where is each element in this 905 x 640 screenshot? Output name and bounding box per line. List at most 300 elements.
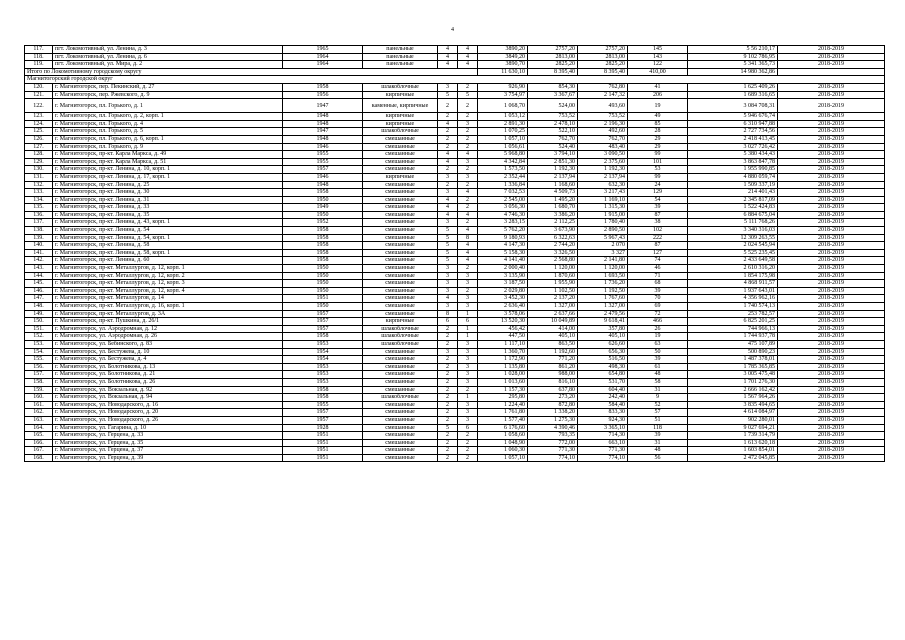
wall-material-cell: смешанные [363,447,438,455]
residents-cell: 71 [628,272,688,280]
floors-cell: 3 [438,83,458,91]
cost-cell: 1 522 424,83 [688,204,778,212]
period-cell: 2018-2019 [778,128,885,136]
table-row [25,234,885,242]
floors-cell: 5 [438,91,458,99]
total-area-cell: 3 452,30 [478,295,528,303]
floors-cell: 2 [438,356,458,364]
residents-cell: 87 [628,211,688,219]
living-area-cell: 3 326,50 [528,249,578,257]
owned-area-cell: 771,30 [578,447,628,455]
residents-cell: 29 [628,135,688,143]
table-row [25,249,885,257]
row-number: 117. [25,46,53,54]
owned-area-cell: 833,30 [578,409,628,417]
living-area-cell: 2 137,94 [528,173,578,181]
owned-area-cell: 626,60 [578,340,628,348]
entrances-cell: 2 [458,287,478,295]
period-cell: 2018-2019 [778,257,885,265]
total-area-cell: 1 048,90 [478,439,528,447]
year-cell: 1928 [283,424,363,432]
residents-cell: 99 [628,173,688,181]
cost-cell: 6 825 201,25 [688,318,778,326]
total-area-cell: 1 117,10 [478,340,528,348]
entrances-cell: 3 [458,356,478,364]
address-cell: г. Магнитогорск, ул. Герцена, д. 33 [53,432,283,440]
row-number: 159. [25,386,53,394]
cost-cell: 4 880 059,74 [688,173,778,181]
total-area-cell: 5 158,30 [478,249,528,257]
living-area-cell: 1 338,20 [528,409,578,417]
period-cell: 2018-2019 [778,303,885,311]
address-cell: г. Магнитогорск, ул. Новодарского, д. 20 [53,409,283,417]
owned-area-cell: 632,30 [578,181,628,189]
entrances-cell: 2 [458,83,478,91]
year-cell: 1955 [283,151,363,159]
residents-cell: 410,00 [628,68,688,76]
entrances-cell: 3 [458,378,478,386]
cost-cell: 3 005 475,48 [688,371,778,379]
table-row [25,454,885,462]
floors-cell: 2 [438,416,458,424]
row-number: 123. [25,113,53,121]
table-row [25,325,885,333]
period-cell: 2018-2019 [778,143,885,151]
cost-cell: 253 782,57 [688,310,778,318]
floors-cell: 3 [438,173,458,181]
cost-cell: 5 341 365,73 [688,61,778,69]
owned-area-cell: 656,30 [578,348,628,356]
residents-cell: 49 [628,113,688,121]
address-cell: г. Магнитогорск, пр-кт. Металлургов, д. 16, корп. 1 [53,303,283,311]
address-cell: г. Магнитогорск, ул. Вокзальная, д. 94 [53,394,283,402]
living-area-cell: 10 049,89 [528,318,578,326]
wall-material-cell: смешанные [363,303,438,311]
total-area-cell: 295,80 [478,394,528,402]
residents-cell: 48 [628,447,688,455]
table-row [25,242,885,250]
address-cell: г. Магнитогорск, ул. Болотникова, д. 21 [53,371,283,379]
row-number: 163. [25,416,53,424]
owned-area-cell: 3 327 [578,249,628,257]
address-cell: г. Магнитогорск, пр-кт. Металлургов, д. 3А [53,310,283,318]
floors-cell: 4 [438,211,458,219]
address-cell: г. Магнитогорск, ул. Болотникова, д. 26 [53,378,283,386]
owned-area-cell: 714,30 [578,432,628,440]
table-row [25,409,885,417]
year-cell: 1950 [283,280,363,288]
owned-area-cell: 1 693,50 [578,272,628,280]
floors-cell: 2 [438,135,458,143]
floors-cell: 3 [438,219,458,227]
cost-cell: 1 955 990,85 [688,166,778,174]
owned-area-cell: 1 192,50 [578,287,628,295]
year-cell: 1948 [283,113,363,121]
entrances-cell: 2 [458,166,478,174]
row-number: 138. [25,227,53,235]
wall-material-cell: смешанные [363,287,438,295]
cost-cell: 2 610 316,20 [688,265,778,273]
period-cell: 2018-2019 [778,287,885,295]
total-area-cell: 447,50 [478,333,528,341]
living-area-cell: 1 120,00 [528,265,578,273]
cost-cell: 2 666 162,42 [688,386,778,394]
living-area-cell: 522,10 [528,128,578,136]
wall-material-cell: смешанные [363,219,438,227]
residents-cell: 63 [628,340,688,348]
total-area-cell: 456,42 [478,325,528,333]
entrances-cell: 3 [458,173,478,181]
total-area-cell: 2 029,80 [478,287,528,295]
year-cell: 1958 [283,386,363,394]
cost-cell: 1 785 365,85 [688,363,778,371]
wall-material-cell: смешанные [363,280,438,288]
table-row [25,99,885,113]
table-row [25,416,885,424]
total-area-cell: 3 578,06 [478,310,528,318]
address-cell: г. Магнитогорск, пр-кт. Ленина, д. 30 [53,189,283,197]
entrances-cell: 2 [458,219,478,227]
residents-cell: 129 [628,189,688,197]
year-cell: 1957 [283,409,363,417]
entrances-cell: 3 [458,363,478,371]
table-row [25,46,885,54]
cost-cell: 1 937 643,01 [688,287,778,295]
wall-material-cell: панельные [363,53,438,61]
table-row [25,394,885,402]
total-area-cell: 926,90 [478,83,528,91]
period-cell: 2018-2019 [778,318,885,326]
year-cell: 1956 [283,91,363,99]
living-area-cell: 2 851,30 [528,158,578,166]
address-cell: пгт. Локомотивный, ул. Ленина, д. 6 [53,53,283,61]
period-cell: 2018-2019 [778,53,885,61]
row-number: 165. [25,432,53,440]
living-area-cell: 1 327,00 [528,303,578,311]
floors-cell: 2 [438,113,458,121]
owned-area-cell: 1 915,00 [578,211,628,219]
period-cell: 2018-2019 [778,272,885,280]
cost-cell: 4 356 962,16 [688,295,778,303]
row-number: 154. [25,348,53,356]
wall-material-cell: смешанные [363,257,438,265]
cost-cell: 5 111 768,26 [688,219,778,227]
period-cell: 2018-2019 [778,401,885,409]
table-row [25,257,885,265]
living-area-cell: 414,00 [528,325,578,333]
floors-cell: 3 [438,280,458,288]
period-cell: 2018-2019 [778,166,885,174]
floors-cell: 2 [438,439,458,447]
owned-area-cell: 663,10 [578,439,628,447]
address-cell: г. Магнитогорск, пр-кт. Металлургов, д. 14 [53,295,283,303]
cost-cell: 2 418 413,45 [688,135,778,143]
floors-cell: 2 [438,409,458,417]
living-area-cell: 6 322,63 [528,234,578,242]
owned-area-cell: 498,30 [578,363,628,371]
table-row [25,303,885,311]
entrances-cell: 6 [458,318,478,326]
total-area-cell: 1 135,80 [478,363,528,371]
floors-cell: 5 [438,249,458,257]
table-row [25,333,885,341]
wall-material-cell: смешанные [363,242,438,250]
year-cell: 1948 [283,135,363,143]
wall-material-cell: смешанные [363,424,438,432]
address-cell: г. Магнитогорск, ул. Герцена, д. 37 [53,447,283,455]
owned-area-cell: 2 375,60 [578,158,628,166]
row-number: 145. [25,280,53,288]
cost-cell: 1 739 314,79 [688,432,778,440]
residents-cell: 72 [628,310,688,318]
period-cell: 2018-2019 [778,356,885,364]
row-number: 143. [25,265,53,273]
owned-area-cell: 2 137,94 [578,173,628,181]
residents-cell: 38 [628,219,688,227]
living-area-cell: 1 870,60 [528,272,578,280]
entrances-cell: 1 [458,325,478,333]
table-row [25,151,885,159]
owned-area-cell: 774,10 [578,454,628,462]
floors-cell: 3 [438,348,458,356]
period-cell: 2018-2019 [778,181,885,189]
row-number: 140. [25,242,53,250]
living-area-cell: 8 395,40 [528,68,578,76]
residents-cell: 50 [628,348,688,356]
table-row [25,135,885,143]
total-area-cell: 4 147,30 [478,242,528,250]
wall-material-cell: смешанные [363,454,438,462]
period-cell: 2018-2019 [778,310,885,318]
floors-cell: 2 [438,325,458,333]
address-cell: г. Магнитогорск, пр-кт. Пушкина, д. 26/1 [53,318,283,326]
floors-cell: 3 [438,272,458,280]
period-cell: 2018-2019 [778,325,885,333]
year-cell: 1958 [283,249,363,257]
living-area-cell: 2825,20 [528,61,578,69]
year-cell: 1948 [283,120,363,128]
period-cell: 2018-2019 [778,242,885,250]
cost-cell: 5 56 210,17 [688,46,778,54]
year-cell: 1964 [283,61,363,69]
wall-material-cell: смешанные [363,249,438,257]
floors-cell: 2 [438,128,458,136]
living-area-cell: 1 955,90 [528,280,578,288]
cost-cell: 4 614 084,97 [688,409,778,417]
entrances-cell: 5 [458,91,478,99]
cost-cell: 1 740 574,13 [688,303,778,311]
cost-cell: 6 884 675,04 [688,211,778,219]
table-row [25,424,885,432]
floors-cell: 2 [438,99,458,113]
total-area-cell: 3890,20 [478,46,528,54]
section-header-row [25,76,885,84]
entrances-cell: 2 [458,113,478,121]
wall-material-cell: смешанные [363,196,438,204]
table-row [25,128,885,136]
owned-area-cell: 1 327,00 [578,303,628,311]
row-number: 132. [25,181,53,189]
owned-area-cell: 5 967,43 [578,234,628,242]
total-area-cell: 1 360,70 [478,348,528,356]
cost-cell: 3 863 847,78 [688,158,778,166]
owned-area-cell: 924,30 [578,416,628,424]
cost-cell: 1 603 854,01 [688,447,778,455]
residents-cell: 58 [628,378,688,386]
table-row [25,295,885,303]
row-number: 136. [25,211,53,219]
living-area-cell: 988,00 [528,371,578,379]
table-row [25,447,885,455]
owned-area-cell: 531,70 [578,378,628,386]
entrances-cell: 2 [458,386,478,394]
cost-cell: 3 084 708,31 [688,99,778,113]
owned-area-cell: 1 120,00 [578,265,628,273]
address-cell: г. Магнитогорск, ул. Аэродромная, д. 26 [53,333,283,341]
total-area-cell: 4 342,84 [478,158,528,166]
total-area-cell: 1 028,00 [478,371,528,379]
floors-cell: 3 [438,265,458,273]
total-area-cell: 1 224,40 [478,401,528,409]
total-area-cell: 7 032,53 [478,189,528,197]
address-cell: г. Магнитогорск, ул. Бестужева, д. 4 [53,356,283,364]
living-area-cell: 3 673,90 [528,227,578,235]
cost-cell: 2 727 734,56 [688,128,778,136]
address-cell: г. Магнитогорск, пр-кт. Ленина, д. 54, корп. 1 [53,234,283,242]
period-cell: 2018-2019 [778,333,885,341]
residents-cell: 127 [628,249,688,257]
floors-cell: 4 [438,204,458,212]
living-area-cell: 273,20 [528,394,578,402]
owned-area-cell: 2 070 [578,242,628,250]
table-row [25,91,885,99]
period-cell: 2018-2019 [778,158,885,166]
floors-cell: 2 [438,386,458,394]
entrances-cell: 4 [458,249,478,257]
owned-area-cell: 9 618,41 [578,318,628,326]
living-area-cell: 872,80 [528,401,578,409]
wall-material-cell: смешанные [363,204,438,212]
total-area-cell: 3849,20 [478,53,528,61]
address-cell: г. Магнитогорск, пр-кт. Ленина, д. 25 [53,181,283,189]
table-row [25,310,885,318]
residents-cell: 102 [628,227,688,235]
wall-material-cell: смешанные [363,356,438,364]
cost-cell: 1 567 964,26 [688,394,778,402]
owned-area-cell: 584,40 [578,401,628,409]
period-cell: 2018-2019 [778,386,885,394]
table-row [25,53,885,61]
period-cell: 2018-2019 [778,394,885,402]
total-area-cell: 2 545,00 [478,196,528,204]
year-cell: 1958 [283,227,363,235]
living-area-cell: 524,00 [528,99,578,113]
wall-material-cell: кирпичные [363,173,438,181]
table-row [25,166,885,174]
wall-material-cell: смешанные [363,386,438,394]
address-cell: г. Магнитогорск, ул. Бестужева, д. 10 [53,348,283,356]
table-row [25,196,885,204]
wall-material-cell: смешанные [363,211,438,219]
period-cell: 2018-2019 [778,120,885,128]
living-area-cell: 2757,20 [528,46,578,54]
table-row [25,61,885,69]
period-cell: 2018-2019 [778,280,885,288]
wall-material-cell: кирпичные [363,318,438,326]
wall-material-cell: шлакоблочные [363,394,438,402]
year-cell: 1950 [283,303,363,311]
cost-cell: 1 744 937,78 [688,333,778,341]
year-cell: 1952 [283,219,363,227]
year-cell: 1947 [283,99,363,113]
address-cell: г. Магнитогорск, пр-кт. Карла Маркса, д. 49 [53,151,283,159]
owned-area-cell: 604,40 [578,386,628,394]
cost-cell: 3 027 726,42 [688,143,778,151]
address-cell: г. Магнитогорск, ул. Гагарина, д. 10 [53,424,283,432]
wall-material-cell: смешанные [363,432,438,440]
living-area-cell: 524,40 [528,143,578,151]
wall-material-cell: смешанные [363,143,438,151]
residents-cell: 19 [628,99,688,113]
residents-cell: 39 [628,432,688,440]
period-cell: 2018-2019 [778,265,885,273]
floors-cell: 4 [438,61,458,69]
cost-cell: 1 701 276,30 [688,378,778,386]
residents-cell: 68 [628,280,688,288]
floors-cell: 2 [438,166,458,174]
row-number: 157. [25,371,53,379]
table-row [25,280,885,288]
address-cell: г. Магнитогорск, пр-кт. Металлургов, д. 12, корп. 3 [53,280,283,288]
address-cell: г. Магнитогорск, пр-кт. Ленина, д. 10, корп. 1 [53,166,283,174]
residents-cell: 143 [628,53,688,61]
period-cell: 2018-2019 [778,295,885,303]
row-number: 139. [25,234,53,242]
living-area-cell: 1 102,50 [528,287,578,295]
total-area-cell: 5 968,80 [478,151,528,159]
cost-cell: 2 024 545,94 [688,242,778,250]
cost-cell: 1 487 378,01 [688,356,778,364]
entrances-cell: 3 [458,409,478,417]
row-number: 166. [25,439,53,447]
row-number: 122. [25,99,53,113]
entrances-cell: 3 [458,416,478,424]
cost-cell: 1 854 175,98 [688,272,778,280]
row-number: 155. [25,356,53,364]
floors-cell: 3 [438,303,458,311]
address-cell: г. Магнитогорск, ул. Аэродромная, д. 12 [53,325,283,333]
owned-area-cell: 762,80 [578,83,628,91]
period-cell: 2018-2019 [778,83,885,91]
row-number: 133. [25,189,53,197]
entrances-cell: 4 [458,61,478,69]
living-area-cell: 854,30 [528,83,578,91]
residents-cell: 46 [628,265,688,273]
entrances-cell: 2 [458,99,478,113]
wall-material-cell: смешанные [363,409,438,417]
wall-material-cell: смешанные [363,227,438,235]
wall-material-cell: смешанные [363,158,438,166]
cost-cell: 3 835 494,65 [688,401,778,409]
entrances-cell: 1 [458,394,478,402]
table-row [25,173,885,181]
period-cell: 2018-2019 [778,196,885,204]
wall-material-cell: смешанные [363,234,438,242]
wall-material-cell: кирпичные [363,120,438,128]
cost-cell: 12 309 263,55 [688,234,778,242]
floors-cell: 2 [438,454,458,462]
entrances-cell: 1 [458,333,478,341]
